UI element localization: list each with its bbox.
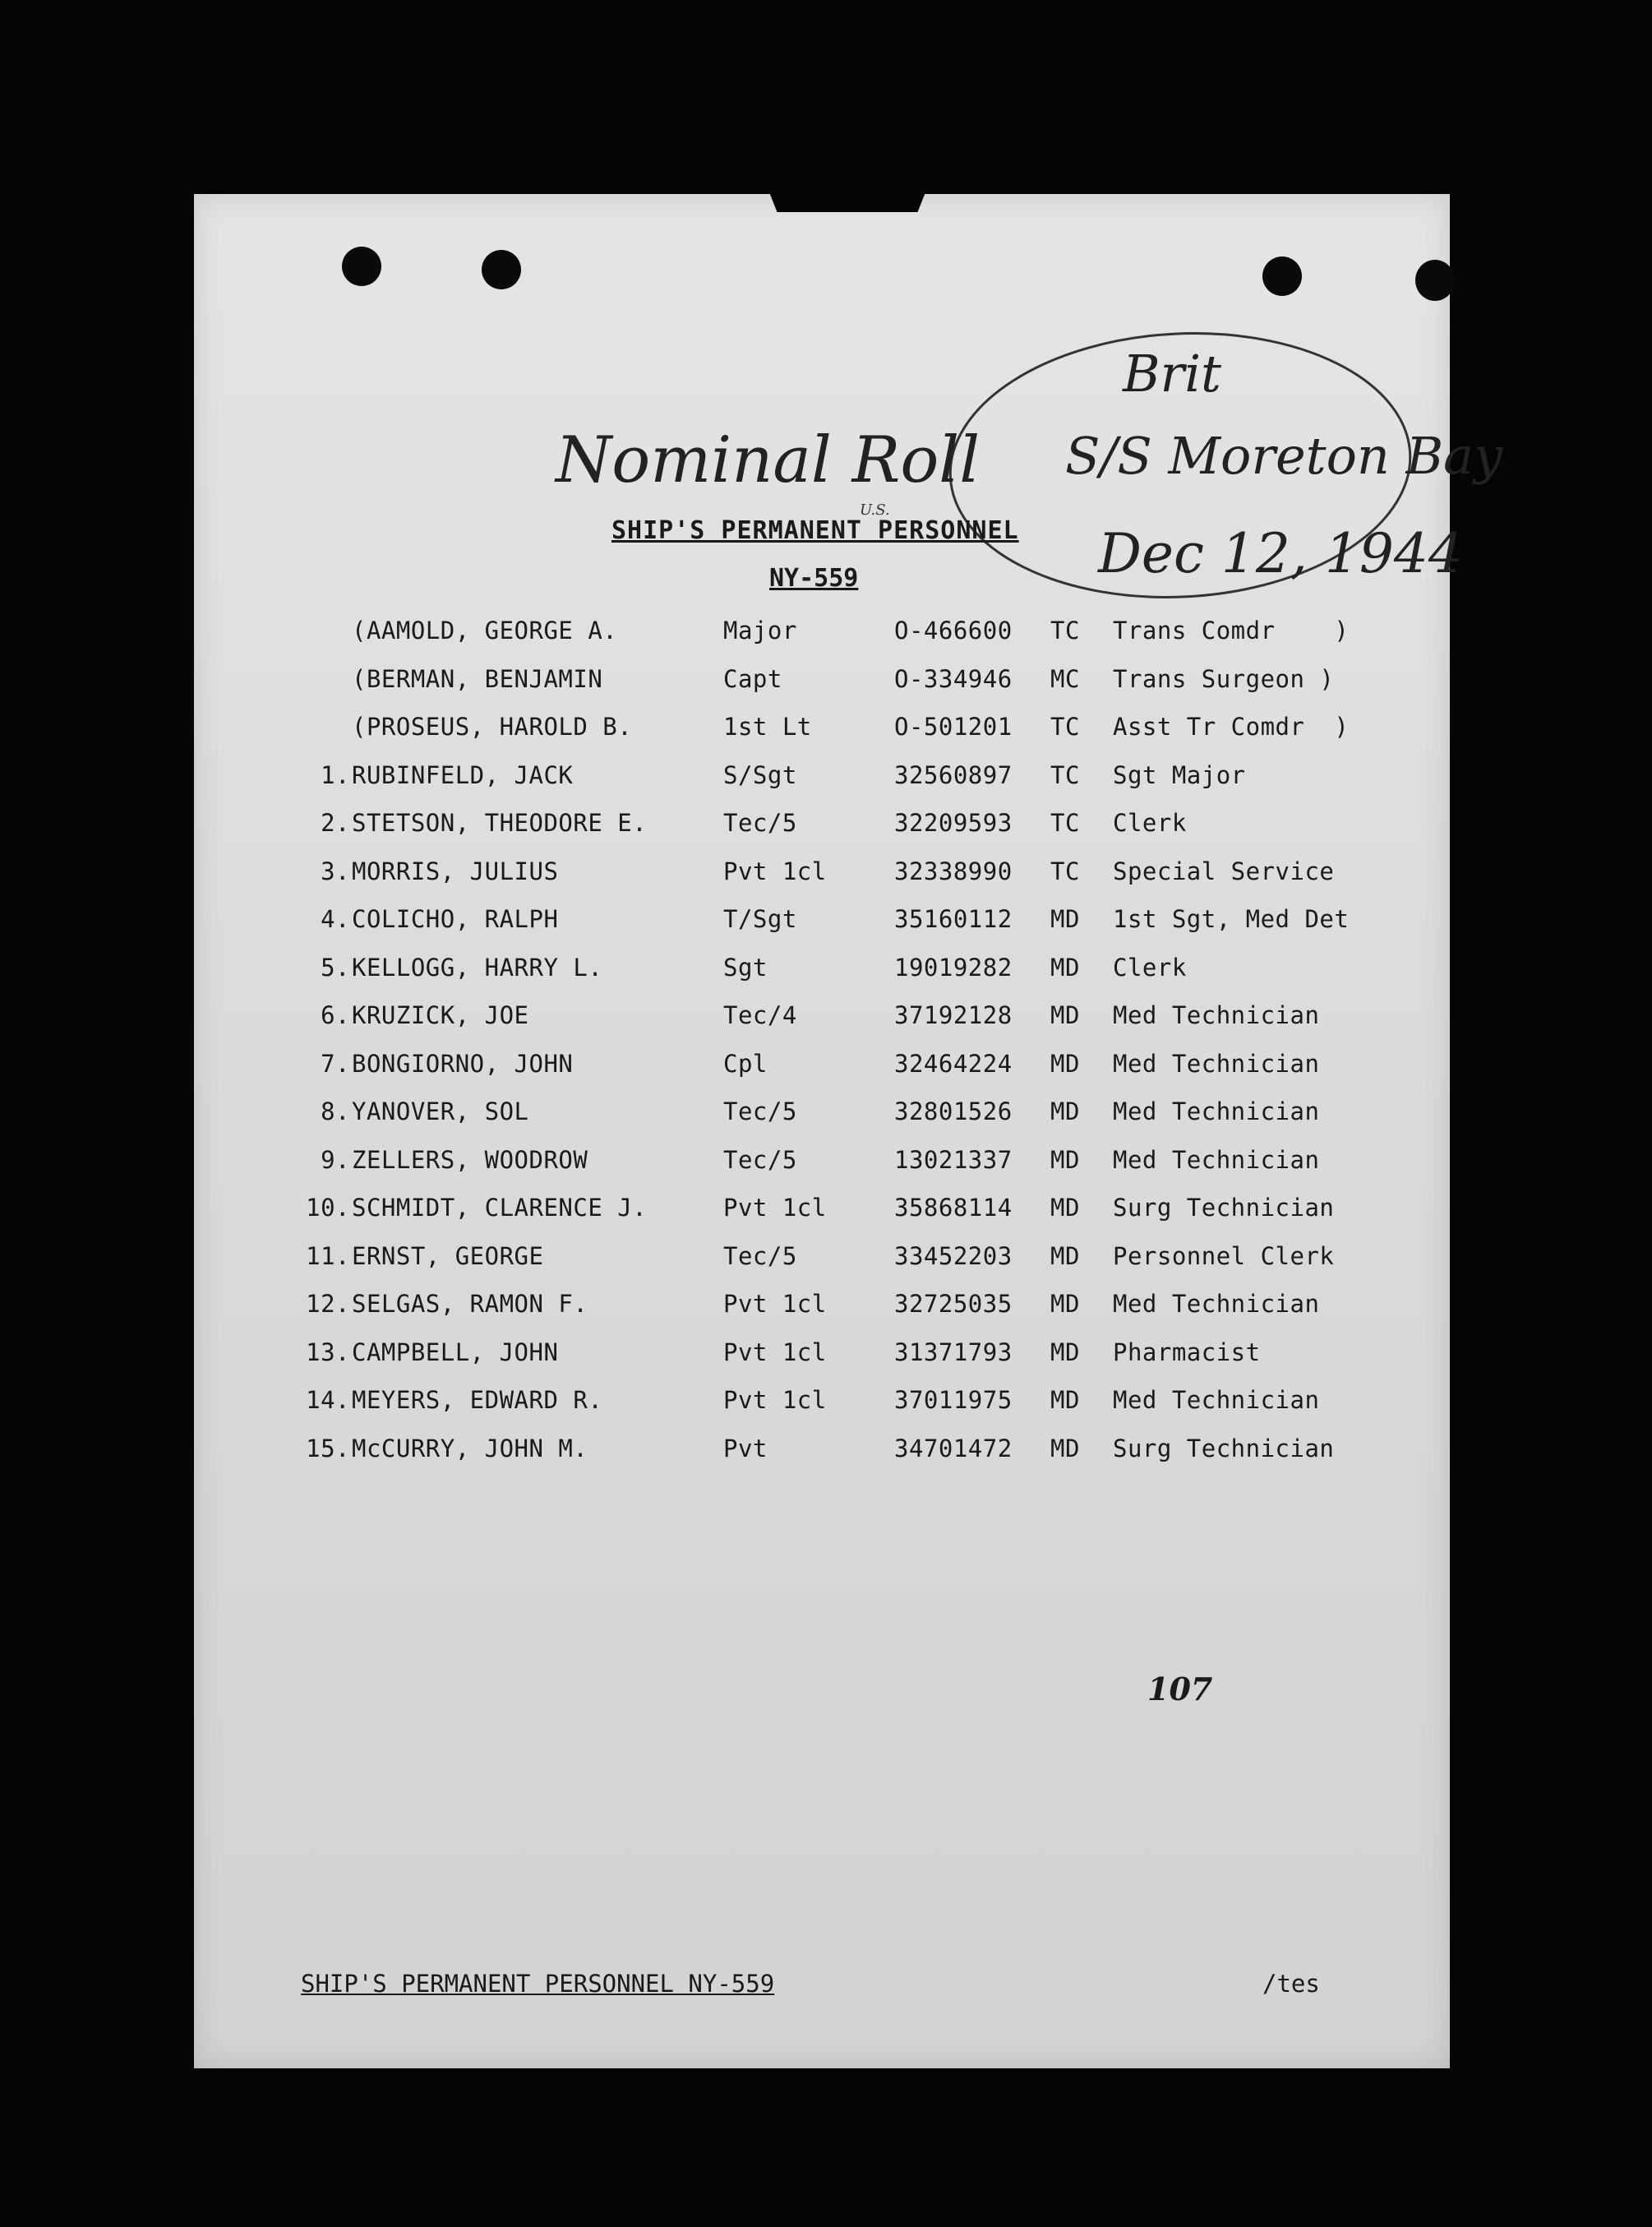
document-title: SHIP'S PERMANENT PERSONNEL — [611, 516, 1019, 545]
branch: TC — [1050, 857, 1080, 885]
serial-number: 32209593 — [894, 809, 1013, 837]
branch: TC — [1050, 617, 1080, 645]
rank: Tec/5 — [723, 809, 797, 837]
duty: 1st Sgt, Med Det — [1113, 905, 1350, 933]
duty: Trans Surgeon ) — [1113, 664, 1335, 693]
officer-row — [194, 706, 1450, 755]
row-number: 8. — [321, 1097, 350, 1125]
row-number: 14. — [306, 1386, 350, 1414]
rank: Pvt 1cl — [723, 1290, 827, 1318]
person-name: STETSON, THEODORE E. — [352, 809, 648, 837]
enlisted-row — [194, 947, 1450, 996]
branch: MD — [1050, 1386, 1080, 1414]
duty: Surg Technician — [1113, 1194, 1335, 1222]
enlisted-row — [194, 1043, 1450, 1092]
branch: MD — [1050, 1097, 1080, 1125]
serial-number: 13021337 — [894, 1145, 1013, 1174]
person-name: McCURRY, JOHN M. — [352, 1434, 588, 1462]
duty: Special Service — [1113, 857, 1335, 885]
row-number: 3. — [321, 857, 350, 885]
typist-initials: /tes — [1262, 1970, 1320, 1998]
person-name: ERNST, GEORGE — [352, 1241, 544, 1270]
enlisted-row — [194, 851, 1450, 899]
page-number: 107 — [1147, 1670, 1213, 1707]
serial-number: 19019282 — [894, 953, 1013, 982]
title-insertion: U.S. — [860, 501, 890, 519]
rank: Capt — [723, 664, 782, 693]
person-name: (BERMAN, BENJAMIN — [352, 664, 603, 693]
serial-number: 32338990 — [894, 857, 1013, 885]
row-number: 1. — [321, 760, 350, 789]
duty: Personnel Clerk — [1113, 1241, 1335, 1270]
enlisted-row — [194, 1428, 1450, 1476]
footer-title: SHIP'S PERMANENT PERSONNEL NY-559 — [301, 1970, 775, 1998]
serial-number: 32464224 — [894, 1049, 1013, 1078]
serial-number: 32725035 — [894, 1290, 1013, 1318]
handwritten-date: Dec 12, 1944 — [1098, 522, 1463, 585]
document-page — [194, 194, 1503, 2068]
enlisted-row — [194, 1139, 1450, 1188]
row-number: 2. — [321, 809, 350, 837]
branch: TC — [1050, 760, 1080, 789]
person-name: KRUZICK, JOE — [352, 1001, 529, 1029]
serial-number: 32801526 — [894, 1097, 1013, 1125]
duty: Clerk — [1113, 809, 1187, 837]
duty: Med Technician — [1113, 1386, 1320, 1414]
rank: Pvt 1cl — [723, 857, 827, 885]
enlisted-row — [194, 1283, 1450, 1332]
person-name: (PROSEUS, HAROLD B. — [352, 713, 633, 741]
row-number: 10. — [306, 1194, 350, 1222]
branch: MD — [1050, 1338, 1080, 1366]
serial-number: 37011975 — [894, 1386, 1013, 1414]
personnel-roster — [194, 610, 1450, 1476]
handwritten-ship-prefix: Brit — [1123, 344, 1221, 404]
duty: Sgt Major — [1113, 760, 1246, 789]
rank: Tec/5 — [723, 1241, 797, 1270]
person-name: (AAMOLD, GEORGE A. — [352, 617, 618, 645]
rank: Pvt 1cl — [723, 1386, 827, 1414]
rank: Tec/5 — [723, 1097, 797, 1125]
branch: MD — [1050, 1001, 1080, 1029]
serial-number: O-334946 — [894, 664, 1013, 693]
branch: MD — [1050, 905, 1080, 933]
handwritten-ship-name: S/S Moreton Bay — [1065, 426, 1503, 486]
branch: MD — [1050, 1434, 1080, 1462]
person-name: BONGIORNO, JOHN — [352, 1049, 574, 1078]
handwritten-annotations — [194, 194, 1503, 621]
person-name: YANOVER, SOL — [352, 1097, 529, 1125]
row-number: 4. — [321, 905, 350, 933]
branch: TC — [1050, 713, 1080, 741]
branch: MD — [1050, 1290, 1080, 1318]
person-name: MORRIS, JULIUS — [352, 857, 559, 885]
branch: MC — [1050, 664, 1080, 693]
person-name: MEYERS, EDWARD R. — [352, 1386, 603, 1414]
officer-row — [194, 658, 1450, 707]
duty: Clerk — [1113, 953, 1187, 982]
serial-number: 35868114 — [894, 1194, 1013, 1222]
duty: Surg Technician — [1113, 1434, 1335, 1462]
enlisted-row — [194, 1332, 1450, 1380]
serial-number: 34701472 — [894, 1434, 1013, 1462]
person-name: SCHMIDT, CLARENCE J. — [352, 1194, 648, 1222]
duty: Med Technician — [1113, 1049, 1320, 1078]
person-name: COLICHO, RALPH — [352, 905, 559, 933]
rank: S/Sgt — [723, 760, 797, 789]
branch: MD — [1050, 953, 1080, 982]
row-number: 12. — [306, 1290, 350, 1318]
branch: MD — [1050, 1145, 1080, 1174]
row-number: 7. — [321, 1049, 350, 1078]
row-number: 6. — [321, 1001, 350, 1029]
duty: Asst Tr Comdr ) — [1113, 713, 1350, 741]
branch: MD — [1050, 1049, 1080, 1078]
branch: MD — [1050, 1241, 1080, 1270]
branch: TC — [1050, 809, 1080, 837]
row-number: 11. — [306, 1241, 350, 1270]
rank: T/Sgt — [723, 905, 797, 933]
rank: Tec/5 — [723, 1145, 797, 1174]
rank: Major — [723, 617, 797, 645]
duty: Med Technician — [1113, 1290, 1320, 1318]
row-number: 9. — [321, 1145, 350, 1174]
enlisted-row — [194, 1379, 1450, 1428]
document-number: NY-559 — [769, 564, 859, 593]
serial-number: O-501201 — [894, 713, 1013, 741]
person-name: ZELLERS, WOODROW — [352, 1145, 588, 1174]
duty: Med Technician — [1113, 1097, 1320, 1125]
row-number: 15. — [306, 1434, 350, 1462]
enlisted-row — [194, 1236, 1450, 1284]
rank: Tec/4 — [723, 1001, 797, 1029]
rank: Pvt — [723, 1434, 768, 1462]
serial-number: 32560897 — [894, 760, 1013, 789]
rank: Pvt 1cl — [723, 1338, 827, 1366]
person-name: KELLOGG, HARRY L. — [352, 953, 603, 982]
enlisted-row — [194, 755, 1450, 803]
person-name: RUBINFELD, JACK — [352, 760, 574, 789]
rank: Sgt — [723, 953, 768, 982]
rank: Cpl — [723, 1049, 768, 1078]
duty: Med Technician — [1113, 1145, 1320, 1174]
row-number: 5. — [321, 953, 350, 982]
serial-number: O-466600 — [894, 617, 1013, 645]
duty: Med Technician — [1113, 1001, 1320, 1029]
enlisted-row — [194, 1091, 1450, 1139]
enlisted-row — [194, 995, 1450, 1043]
person-name: CAMPBELL, JOHN — [352, 1338, 559, 1366]
enlisted-row — [194, 1187, 1450, 1236]
enlisted-row — [194, 899, 1450, 947]
rank: 1st Lt — [723, 713, 812, 741]
handwritten-heading: Nominal Roll — [556, 423, 981, 497]
duty: Pharmacist — [1113, 1338, 1261, 1366]
serial-number: 33452203 — [894, 1241, 1013, 1270]
duty: Trans Comdr ) — [1113, 617, 1350, 645]
branch: MD — [1050, 1194, 1080, 1222]
enlisted-row — [194, 802, 1450, 851]
officer-row — [194, 610, 1450, 658]
serial-number: 31371793 — [894, 1338, 1013, 1366]
row-number: 13. — [306, 1338, 350, 1366]
serial-number: 35160112 — [894, 905, 1013, 933]
rank: Pvt 1cl — [723, 1194, 827, 1222]
serial-number: 37192128 — [894, 1001, 1013, 1029]
person-name: SELGAS, RAMON F. — [352, 1290, 588, 1318]
